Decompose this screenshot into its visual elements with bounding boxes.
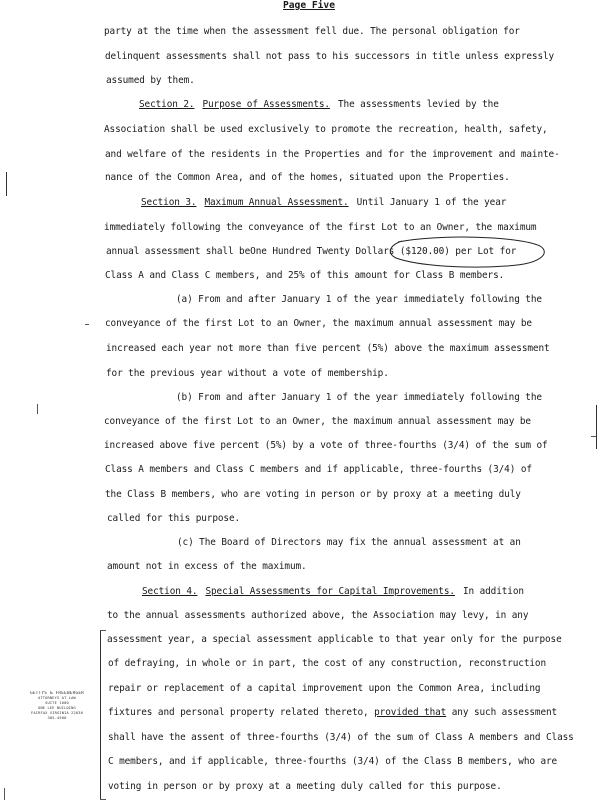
text-fragment: per Lot for	[455, 246, 517, 257]
text-fragment: annual assessment shall be	[106, 246, 251, 257]
section-4-heading	[142, 586, 524, 598]
margin-mark	[596, 405, 597, 449]
text-line: called for this purpose.	[107, 513, 241, 524]
text-line: amount not in excess of the maximum.	[107, 561, 307, 572]
text-line: Association shall be used exclusively to promote the recreation, health, safety,	[104, 124, 548, 135]
section-3-title: Maximum Annual Assessment.	[204, 197, 349, 208]
stamp-line: 385-4500	[47, 716, 67, 720]
bracket-tick	[100, 799, 106, 800]
text-fragment: In addition	[462, 586, 524, 597]
text-line: immediately following the conveyance of the first Lot to an Owner, the maximum	[104, 222, 537, 233]
law-firm-stamp	[8, 691, 106, 721]
text-line: C members, and if applicable, three-fourths (3/4) of the Class B members, who are	[108, 756, 558, 767]
text-line: Class A members and Class C members and if applicable, three-fourths (3/4) of	[105, 464, 532, 475]
provided-that: provided that	[374, 707, 447, 718]
stamp-line: GETTYS & FREEBERGER	[29, 691, 85, 696]
text-line: the Class B members, who are voting in person or by proxy at a meeting duly	[105, 489, 521, 500]
stamp-line: SUITE 1000	[45, 701, 69, 705]
text-line: of defraying, in whole or in part, the cost of any construction, reconstruction	[108, 658, 546, 669]
text-fragment: fixtures and personal property related thereto,	[108, 707, 369, 718]
text-line: party at the time when the assessment fell due. The personal obligation for	[104, 26, 520, 37]
text-line: to the annual assessments authorized above, the Association may levy, in any	[107, 610, 529, 621]
text-line: shall have the assent of three-fourths (3/4) of the sum of Class A members and Class	[108, 732, 574, 743]
handwritten-circle	[388, 236, 550, 270]
text-fragment: Until January 1 of the year	[356, 197, 507, 208]
text-line: (b) From and after January 1 of the year immediately following the	[176, 392, 542, 403]
text-line: and welfare of the residents in the Properties and for the improvement and mainte-	[105, 149, 560, 160]
text-fragment: The assessments levied by the	[337, 99, 499, 110]
margin-dot	[85, 324, 89, 325]
section-2-title: Purpose of Assessments.	[202, 99, 330, 110]
section-3-label: Section 3.	[141, 197, 197, 208]
text-line: (a) From and after January 1 of the year immediately following the	[176, 294, 542, 305]
stamp-line: ATTORNEYS AT LAW	[38, 696, 76, 700]
section-4-label: Section 4.	[142, 586, 198, 597]
stamp-line: FAIRFAX VIRGINIA 22030	[31, 711, 83, 715]
text-line: assumed by them.	[106, 75, 195, 86]
assessment-amount: One Hundred Twenty Dollars ($120.00)	[250, 246, 450, 257]
margin-dot	[37, 404, 38, 414]
page-title: Page Five	[283, 0, 335, 11]
stamp-line: ONE LEE BUILDING	[38, 706, 76, 710]
text-fragment: any such assessment	[451, 707, 558, 718]
margin-dot	[4, 788, 5, 800]
text-line: (c) The Board of Directors may fix the annual assessment at an	[177, 537, 521, 548]
text-line: conveyance of the first Lot to an Owner, the maximum annual assessment may be	[105, 318, 532, 329]
text-line: increased above five percent (5%) by a vote of three-fourths (3/4) of the sum of	[104, 440, 548, 451]
margin-mark	[6, 172, 7, 196]
section-3-heading	[141, 197, 506, 209]
text-line: for the previous year without a vote of membership.	[106, 368, 389, 379]
section-4-title: Special Assessments for Capital Improvements.	[205, 586, 455, 597]
text-line: voting in person or by proxy at a meeting duly called for this purpose.	[108, 781, 502, 792]
margin-dot	[591, 436, 596, 437]
bracket-tick	[100, 630, 106, 631]
text-line: conveyance of the first Lot to an Owner, the maximum annual assessment may be	[104, 416, 531, 427]
section-2-heading	[139, 99, 499, 111]
text-line: increased each year not more than five percent (5%) above the maximum assessment	[106, 343, 550, 354]
text-line: assessment year, a special assessment applicable to that year only for the purpose	[107, 634, 562, 645]
text-line: repair or replacement of a capital improvement upon the Common Area, including	[108, 683, 541, 694]
text-line: nance of the Common Area, and of the homes, situated upon the Properties.	[105, 172, 510, 183]
text-line: delinquent assessments shall not pass to his successors in title unless expressly	[105, 51, 555, 62]
section-2-label: Section 2.	[139, 99, 195, 110]
text-line	[108, 707, 557, 719]
text-line: Class A and Class C members, and 25% of this amount for Class B members.	[105, 270, 505, 281]
